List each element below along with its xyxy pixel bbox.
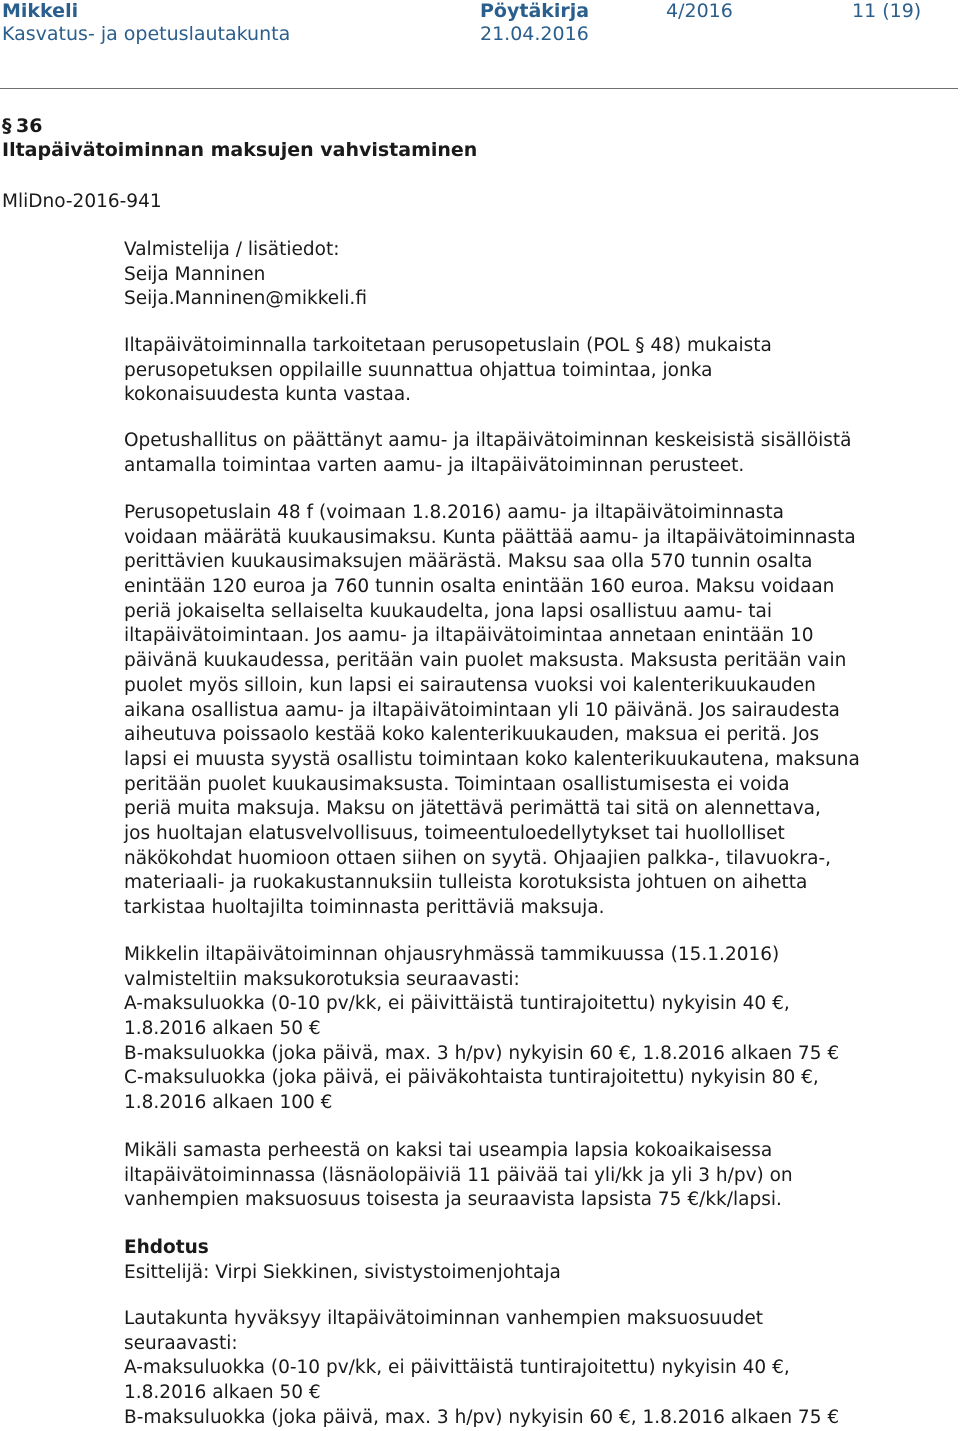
proposal-block [124, 1236, 561, 1285]
paragraph-2 [124, 429, 852, 478]
section-sign: § [2, 115, 12, 137]
text-line: Iltapäivätoiminnalla tarkoitetaan perusopetuslain (POL § 48) mukaista [124, 335, 772, 356]
text-line: Lautakunta hyväksyy iltapäivätoiminnan vanhempien maksuosuudet [124, 1308, 763, 1329]
text-line: voidaan määrätä kuukausimaksu. Kunta päättää aamu- ja iltapäivätoiminnasta [124, 526, 856, 548]
header-divider [0, 88, 958, 89]
header-line-2 [2, 22, 952, 47]
paragraph-5 [124, 1139, 793, 1213]
paragraph-3 [124, 501, 860, 921]
text-line: iltapäivätoimintaan. Jos aamu- ja iltapäivätoimintaa annetaan enintään 10 [124, 625, 814, 647]
header-page: 11 (19) [852, 0, 922, 22]
text-line: periä muita maksuja. Maksu on jätettävä perimättä tai sitä on alennettava, [124, 798, 821, 820]
text-line: perusopetuksen oppilaille suunnattua ohjattua toimintaa, jonka [124, 359, 713, 381]
header-number: 4/2016 [666, 0, 733, 22]
text-line: periä jokaiselta sellaiselta kuukaudelta, jona lapsi osallistuu aamu- tai [124, 600, 773, 622]
text-line: materiaali- ja ruokakustannuksiin tulleista korotuksista johtuen on aihetta [124, 872, 808, 894]
text-line: päivänä kuukaudessa, peritään vain puolet maksusta. Maksusta peritään vain [124, 650, 847, 672]
proposal-decision [124, 1307, 839, 1430]
preparer-line: Valmistelija / lisätiedot: [124, 239, 340, 260]
fee-class-b: B-maksuluokka (joka päivä, max. 3 h/pv) nykyisin 60 €, 1.8.2016 alkaen 75 € [124, 1042, 840, 1064]
text-line: aikana osallistua aamu- ja iltapäivätoimintaan yli 10 päivänä. Jos sairaudesta [124, 699, 840, 721]
preparer-email: Seija.Manninen@mikkeli.fi [124, 288, 367, 310]
text-line: vanhempien maksuosuus toisesta ja seuraavista lapsista 75 €/kk/lapsi. [124, 1189, 782, 1211]
paragraph-4 [124, 943, 839, 1116]
preparer-name: Seija Manninen [124, 263, 266, 285]
header-date: 21.04.2016 [480, 23, 589, 45]
text-line: valmisteltiin maksukorotuksia seuraavasti: [124, 968, 520, 990]
text-line: aiheutuva poissaolo kestää koko kalenterikuukauden, maksua ei peritä. Jos [124, 724, 820, 746]
text-line: seuraavasti: [124, 1332, 238, 1354]
proposal-presenter: Esittelijä: Virpi Siekkinen, sivistystoimenjohtaja [124, 1261, 561, 1283]
fee-class-a: A-maksuluokka (0-10 pv/kk, ei päivittäistä tuntirajoitettu) nykyisin 40 €, [124, 993, 790, 1015]
text-line: iltapäivätoiminnassa (läsnäolopäiviä 11 päivää tai yli/kk ja yli 3 h/pv) on [124, 1164, 793, 1186]
text-line: jos huoltajan elatusvelvollisuus, toimeentuloedellytykset tai huollolliset [124, 822, 785, 844]
section-title: Iltapäivätoiminnan maksujen vahvistaminen [2, 139, 478, 161]
text-line: kokonaisuudesta kunta vastaa. [124, 384, 412, 406]
section-number: 36 [16, 115, 43, 137]
fee-class-a: A-maksuluokka (0-10 pv/kk, ei päivittäistä tuntirajoitettu) nykyisin 40 €, [124, 1357, 790, 1379]
text-line: perittävien kuukausimaksujen määrästä. Maksu saa olla 570 tunnin osalta [124, 551, 813, 573]
text-line: Opetushallitus on päättänyt aamu- ja iltapäivätoiminnan keskeisistä sisällöistä [124, 430, 852, 451]
document-number: MliDno-2016-941 [2, 191, 162, 212]
paragraph-1 [124, 334, 772, 408]
fee-class-c: C-maksuluokka (joka päivä, ei päiväkohtaista tuntirajoitettu) nykyisin 80 €, [124, 1067, 819, 1089]
text-line: näkökohdat huomioon ottaen siihen on syytä. Ohjaajien palkka-, tilavuokra-, [124, 847, 832, 869]
text-line: antamalla toimintaa varten aamu- ja iltapäivätoiminnan perusteet. [124, 454, 745, 476]
text-line: Mikäli samasta perheestä on kaksi tai useampia lapsia kokoaikaisessa [124, 1140, 773, 1161]
header-doc-type: Pöytäkirja [480, 0, 590, 22]
header-org: Mikkeli [2, 0, 79, 22]
header-line-1 [2, 0, 952, 24]
header-committee: Kasvatus- ja opetuslautakunta [2, 23, 291, 45]
text-line: peritään puolet kuukausimaksusta. Toimintaan osallistumisesta ei voida [124, 773, 790, 795]
text-line: Mikkelin iltapäivätoiminnan ohjausryhmässä tammikuussa (15.1.2016) [124, 944, 780, 965]
proposal-heading: Ehdotus [124, 1237, 209, 1258]
text-line: Perusopetuslain 48 f (voimaan 1.8.2016) aamu- ja iltapäivätoiminnasta [124, 502, 784, 523]
fee-class-b: B-maksuluokka (joka päivä, max. 3 h/pv) nykyisin 60 €, 1.8.2016 alkaen 75 € [124, 1406, 840, 1428]
fee-class-c-new: 1.8.2016 alkaen 100 € [124, 1092, 333, 1114]
fee-class-a-new: 1.8.2016 alkaen 50 € [124, 1382, 321, 1404]
fee-class-a-new: 1.8.2016 alkaen 50 € [124, 1018, 321, 1040]
text-line: puolet myös silloin, kun lapsi ei sairautensa vuoksi voi kalenterikuukauden [124, 674, 816, 696]
text-line: lapsi ei muusta syystä osallistu toimintaan koko kalenterikuukautena, maksuna [124, 748, 860, 770]
document-header [2, 0, 952, 50]
preparer-block [124, 238, 367, 312]
text-line: tarkistaa huoltajilta toiminnasta perittäviä maksuja. [124, 897, 605, 918]
text-line: enintään 120 euroa ja 760 tunnin osalta enintään 160 euroa. Maksu voidaan [124, 576, 835, 598]
